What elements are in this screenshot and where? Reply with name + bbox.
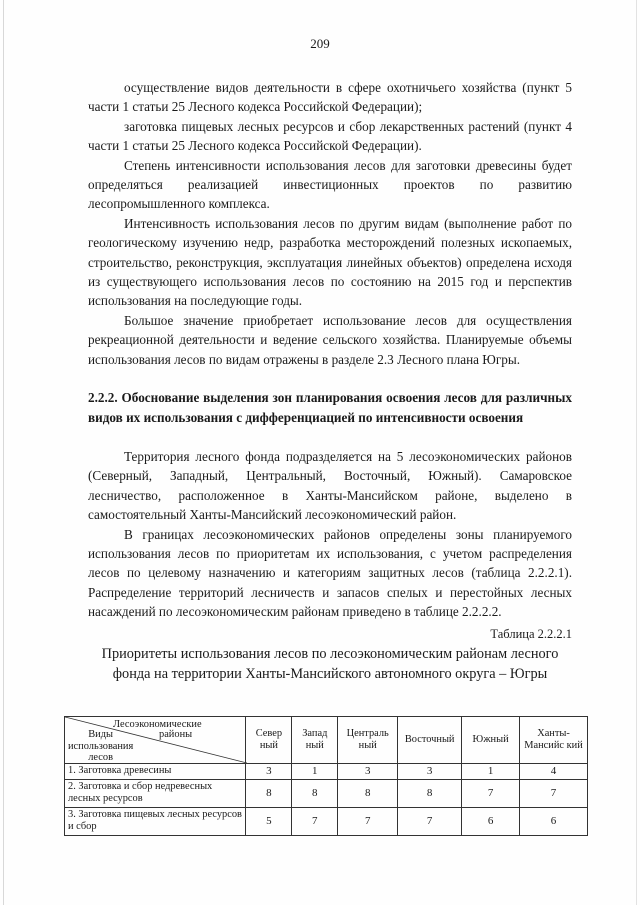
column-header: Запад ный: [292, 717, 338, 764]
paragraph: Степень интенсивности использования лесов для заготовки древесины будет определяться реализацией инвестиционных проектов по развитию лесопромышленного комплекса.: [88, 157, 572, 212]
table-cell: 7: [462, 779, 520, 807]
table-header-row: [65, 717, 588, 764]
row-label: 1. Заготовка древесины: [65, 764, 246, 780]
column-header: Южный: [462, 717, 520, 764]
column-header: Восточный: [398, 717, 462, 764]
row-label: 2. Заготовка и сбор недревесных лесных ресурсов: [65, 779, 246, 807]
column-header: Север ный: [246, 717, 292, 764]
corner-label-top: Лесоэкономические: [113, 719, 202, 730]
document-body: [88, 78, 572, 684]
table-cell: 3: [338, 764, 398, 780]
table-cell: 6: [462, 807, 520, 835]
table-cell: 7: [398, 807, 462, 835]
paragraph: Интенсивность использования лесов по другим видам (выполнение работ по геологическому изучению недр, разработка месторождений полезных ископаемых, строительство, реконструкция, эксплуатация линейных объектов) определена исходя из существующего использования лесов по состоянию на 2015 год и перспектив использования на последующие годы.: [88, 215, 572, 309]
table-cell: 7: [338, 807, 398, 835]
table-row: [65, 807, 588, 835]
table-cell: 3: [246, 764, 292, 780]
paragraph: осуществление видов деятельности в сфере охотничьего хозяйства (пункт 5 части 1 статьи 25 Лесного кодекса Российской Федерации);: [88, 80, 572, 115]
table-cell: 1: [462, 764, 520, 780]
paragraph: заготовка пищевых лесных ресурсов и сбор лекарственных растений (пункт 4 части 1 статьи 25 Лесного кодекса Российской Федерации).: [88, 118, 572, 154]
priority-table: [64, 716, 588, 836]
table-row: [65, 764, 588, 780]
paragraph: В границах лесоэкономических районов определены зоны планируемого использования лесов по приоритетам их использования, с учетом распределения лесов по целевому назначению и категориям защитных лесов (таблица 2.2.2.1). Распределение территорий лесничеств и запасов спелых и перестойных лесных насаждений по лесоэкономическим районам приведено в таблице 2.2.2.2.: [88, 526, 572, 620]
table-cell: 6: [520, 807, 588, 835]
column-header: Ханты-Мансийс кий: [520, 717, 588, 764]
table-cell: 7: [292, 807, 338, 835]
page-number: 209: [310, 36, 330, 51]
table-cell: 4: [520, 764, 588, 780]
table-corner-cell: [65, 717, 246, 764]
table-cell: 3: [398, 764, 462, 780]
table-cell: 8: [292, 779, 338, 807]
corner-label-right: районы: [159, 729, 193, 740]
table-cell: 5: [246, 807, 292, 835]
corner-label-left: Виды использования лесов: [68, 729, 134, 763]
table-cell: 1: [292, 764, 338, 780]
scan-edge-right: [636, 0, 637, 905]
paragraph: Большое значение приобретает использование лесов для осуществления рекреационной деятельности и ведение сельского хозяйства. Планируемые объемы использования лесов по видам отражены в разделе 2.3 Лесного плана Югры.: [88, 312, 572, 367]
section-heading: 2.2.2. Обоснование выделения зон планирования освоения лесов для различных видов их использования с дифференциацией по интенсивности освоения: [88, 390, 572, 425]
row-label: 3. Заготовка пищевых лесных ресурсов и сбор: [65, 807, 246, 835]
table-cell: 8: [338, 779, 398, 807]
table-cell: 8: [246, 779, 292, 807]
table-cell: 7: [520, 779, 588, 807]
table-row: [65, 779, 588, 807]
column-header: Централь ный: [338, 717, 398, 764]
table-cell: 8: [398, 779, 462, 807]
table-title: Приоритеты использования лесов по лесоэкономическим районам лесного фонда на территории Ханты-Мансийского автономного округа – Югры: [101, 645, 559, 682]
paragraph: Территория лесного фонда подразделяется на 5 лесоэкономических районов (Северный, Западный, Центральный, Восточный, Южный). Самаровское лесничество, расположенное в Ханты-Мансийском районе, выделено в самостоятельный Ханты-Мансийский лесоэкономический район.: [88, 448, 572, 523]
scan-edge-left: [3, 0, 4, 905]
table-label: Таблица 2.2.2.1: [490, 626, 572, 641]
